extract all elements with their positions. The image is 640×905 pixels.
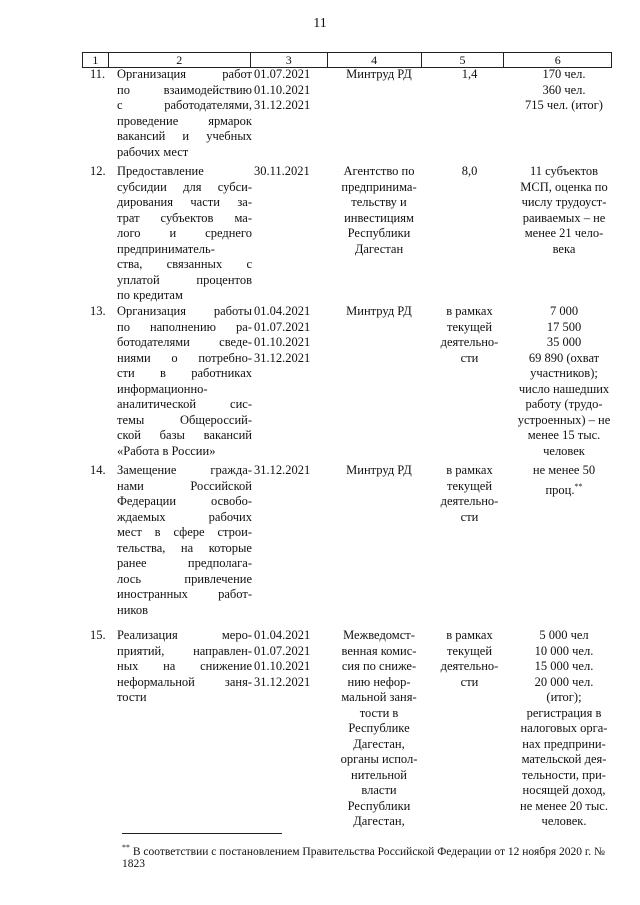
row-description-line: сти в работниках xyxy=(117,366,252,380)
row-executor xyxy=(332,67,426,83)
row-dates-line: 01.04.2021 xyxy=(254,304,311,318)
row-amount-line: деятельно- xyxy=(440,494,499,508)
row-result-line: не менее 50 xyxy=(532,463,596,477)
row-number: 14. xyxy=(90,463,106,477)
row-amount-line: текущей xyxy=(446,478,493,493)
row-description-line: рабочих мест xyxy=(117,144,189,159)
row-dates-line: 01.10.2021 xyxy=(254,335,311,349)
row-result-line: регистрация в xyxy=(526,705,602,720)
row-executor-line: сия по сниже- xyxy=(341,659,417,673)
row-dates-line: 31.12.2021 xyxy=(254,463,311,477)
row-description xyxy=(117,67,252,160)
row-description-line: ботодателями сведе- xyxy=(117,335,252,349)
row-description xyxy=(117,463,252,618)
row-dates-line: 01.04.2021 xyxy=(254,628,311,642)
row-result-line: 11 субъектов xyxy=(529,164,599,178)
column-header-row xyxy=(82,52,612,68)
row-amount-line: сти xyxy=(460,350,479,365)
row-description xyxy=(117,164,252,304)
row-dates-line: 31.12.2021 xyxy=(254,674,311,689)
row-executor-line: Дагестан, xyxy=(353,814,405,828)
row-result-line: МСП, оценка по xyxy=(520,179,608,194)
row-number: 11. xyxy=(90,67,106,81)
row-result-line: века xyxy=(552,241,576,256)
row-dates-line: 31.12.2021 xyxy=(254,350,311,365)
row-description-line: неформальной заня- xyxy=(117,674,252,689)
column-number-6: 6 xyxy=(504,53,612,68)
row-description-line: информационно- xyxy=(117,381,208,396)
row-dates-line: 01.07.2021 xyxy=(254,319,311,334)
row-executor-line: Дагестан xyxy=(354,241,404,256)
row-executor-line: Дагестан, xyxy=(353,736,405,751)
row-description-line: трат субъектов ма- xyxy=(117,210,252,225)
row-amount xyxy=(428,164,511,180)
row-amount-line: деятельно- xyxy=(440,335,499,349)
row-amount-line: в рамках xyxy=(446,628,493,642)
row-executor-line: Республики xyxy=(347,798,411,813)
row-description-line: уплатой процентов xyxy=(117,272,252,287)
row-result-line: тельности, при- xyxy=(522,767,606,782)
row-executor-line: нительной xyxy=(351,767,407,782)
row-description-line: проведение ярмарок xyxy=(117,113,252,128)
row-result-line: устроенных) – не xyxy=(517,412,611,427)
row-result-line: человек. xyxy=(541,814,587,828)
row-description-line: вакансий и учебных xyxy=(117,129,252,143)
row-result-line: носящей доход, xyxy=(522,783,606,797)
row-description-line: дирования части за- xyxy=(117,195,252,209)
row-description-line: темы Общероссий- xyxy=(117,412,252,427)
row-result-line: 69 890 (охват xyxy=(528,350,600,365)
row-result xyxy=(510,304,618,459)
row-description-line: по кредитам xyxy=(117,288,183,302)
row-result-line: менее 15 тыс. xyxy=(527,428,601,442)
row-executor-line: венная комис- xyxy=(341,643,417,658)
row-result-line: (итог); xyxy=(546,690,582,704)
row-result-line: не менее 20 тыс. xyxy=(520,798,608,813)
row-executor-line: мальной заня- xyxy=(341,690,417,704)
footnote-divider xyxy=(122,833,282,834)
row-result-line: 715 чел. (итог) xyxy=(525,98,603,112)
column-number-5: 5 xyxy=(421,53,504,68)
row-description-line: нами Российской xyxy=(117,478,252,493)
row-result xyxy=(510,164,618,257)
row-amount-line: текущей xyxy=(446,319,493,334)
row-amount-line: деятельно- xyxy=(440,659,499,673)
row-description-line: мест в сфере строи- xyxy=(117,525,252,539)
row-description xyxy=(117,304,252,459)
row-result-line: участников); xyxy=(530,366,598,380)
row-result-line: число нашедших xyxy=(518,381,610,396)
row-executor-line: Минтруд РД xyxy=(346,463,412,477)
row-result-line: 10 000 чел. xyxy=(534,643,594,658)
row-description-line: лось привлечение xyxy=(117,571,252,586)
row-result-line: 20 000 чел. xyxy=(534,674,594,689)
row-description-line: ников xyxy=(117,602,148,617)
row-amount-line: сти xyxy=(460,674,479,689)
row-result-line: 170 чел. xyxy=(542,67,586,81)
column-number-3: 3 xyxy=(250,53,327,68)
row-result-line: человек xyxy=(543,443,585,458)
row-executor-line: Республике xyxy=(348,721,410,735)
row-result-line: мательской дея- xyxy=(521,752,607,766)
row-dates-line: 01.10.2021 xyxy=(254,659,311,673)
row-number: 15. xyxy=(90,628,106,642)
row-executor xyxy=(332,304,426,320)
row-result-line: 7 000 xyxy=(549,304,579,318)
row-description-line: ждаемых рабочих xyxy=(117,509,252,524)
row-amount-line: 1,4 xyxy=(461,67,478,81)
row-executor-line: инвестициям xyxy=(344,210,414,225)
row-dates-line: 01.07.2021 xyxy=(254,643,311,658)
row-dates xyxy=(254,463,329,479)
row-description-line: по взаимодействию xyxy=(117,82,252,97)
row-result-line: 17 500 xyxy=(546,319,582,334)
row-description-line: Предоставление xyxy=(117,164,204,178)
row-result-line: нах предприни- xyxy=(522,736,606,751)
row-executor-line: тости в xyxy=(359,705,399,720)
row-description-line: Организация работ xyxy=(117,67,252,81)
footnote-text: ** В соответствии с постановлением Правительства Российской Федерации от 12 ноября 2020 г. № 1823 xyxy=(122,843,606,870)
row-result xyxy=(510,463,618,498)
column-number-4: 4 xyxy=(327,53,421,68)
row-result xyxy=(510,628,618,830)
row-description-line: Федерации освобо- xyxy=(117,494,252,508)
row-dates xyxy=(254,67,329,114)
row-executor-line: Минтруд РД xyxy=(346,67,412,81)
row-number: 12. xyxy=(90,164,106,178)
row-description-line: ства, связанных с xyxy=(117,257,252,271)
row-description-line: с работодателями, xyxy=(117,98,252,112)
row-description-line: Организация работы xyxy=(117,304,252,318)
row-dates-line: 31.12.2021 xyxy=(254,98,311,112)
row-description-line: предприниматель- xyxy=(117,241,215,256)
row-result-line: 360 чел. xyxy=(542,82,586,97)
row-description-line: Замещение гражда- xyxy=(117,463,252,477)
row-dates-line: 01.07.2021 xyxy=(254,67,311,81)
row-result-line: проц.** xyxy=(545,481,583,497)
column-number-1: 1 xyxy=(83,53,109,68)
row-result-line: менее 21 чело- xyxy=(524,226,604,240)
row-dates-line: 30.11.2021 xyxy=(254,164,310,178)
row-number: 13. xyxy=(90,304,106,318)
row-executor-line: тельству и xyxy=(351,195,407,209)
row-result-line: 5 000 чел xyxy=(539,628,589,642)
row-result xyxy=(510,67,618,114)
row-result-line: раиваемых – не xyxy=(522,210,606,225)
row-description-line: аналитической сис- xyxy=(117,397,252,411)
row-amount-line: текущей xyxy=(446,643,493,658)
row-amount xyxy=(428,67,511,83)
row-executor-line: органы испол- xyxy=(340,752,418,766)
row-result-line: 15 000 чел. xyxy=(534,659,594,673)
row-description-line: Реализация меро- xyxy=(117,628,252,642)
row-result-line: работу (трудо- xyxy=(525,397,603,411)
row-description-line: по наполнению ра- xyxy=(117,319,252,334)
row-executor-line: Агентство по xyxy=(343,164,415,178)
row-amount xyxy=(428,628,511,690)
row-executor-line: власти xyxy=(361,783,397,797)
row-executor-line: Минтруд РД xyxy=(346,304,412,318)
row-executor xyxy=(332,164,426,257)
row-description-line: ранее предполага- xyxy=(117,556,252,570)
row-dates-line: 01.10.2021 xyxy=(254,82,311,97)
footnote xyxy=(122,843,622,870)
row-description xyxy=(117,628,252,706)
row-dates xyxy=(254,304,329,366)
row-description-line: тельства, на которые xyxy=(117,540,252,555)
row-amount-line: 8,0 xyxy=(461,164,478,178)
row-description-line: ской базы вакансий xyxy=(117,428,252,442)
row-result-line: числу трудоуст- xyxy=(521,195,607,209)
row-executor-line: Межведомст- xyxy=(343,628,415,642)
page-number: 11 xyxy=(313,16,327,31)
row-executor-line: нию нефор- xyxy=(347,674,411,689)
row-description-line: приятий, направлен- xyxy=(117,643,252,658)
row-executor-line: предпринима- xyxy=(341,179,417,194)
column-number-2: 2 xyxy=(108,53,250,68)
row-amount-line: в рамках xyxy=(446,304,493,318)
row-description-line: тости xyxy=(117,690,147,704)
row-result-line: 35 000 xyxy=(546,335,582,349)
row-executor xyxy=(332,463,426,479)
row-result-line: налоговых орга- xyxy=(520,721,608,735)
row-description-line: ниями о потребно- xyxy=(117,350,252,365)
row-description-line: «Работа в России» xyxy=(117,443,216,458)
row-description-line: лого и среднего xyxy=(117,226,252,240)
row-executor-line: Республики xyxy=(347,226,411,240)
row-executor xyxy=(332,628,426,830)
row-description-line: субсидии для субси- xyxy=(117,179,252,194)
row-amount xyxy=(428,463,511,525)
row-dates xyxy=(254,628,329,690)
row-description-line: ных на снижение xyxy=(117,659,252,673)
row-description-line: иностранных работ- xyxy=(117,587,252,601)
row-dates xyxy=(254,164,329,180)
row-amount xyxy=(428,304,511,366)
row-amount-line: сти xyxy=(460,509,479,524)
row-amount-line: в рамках xyxy=(446,463,493,477)
